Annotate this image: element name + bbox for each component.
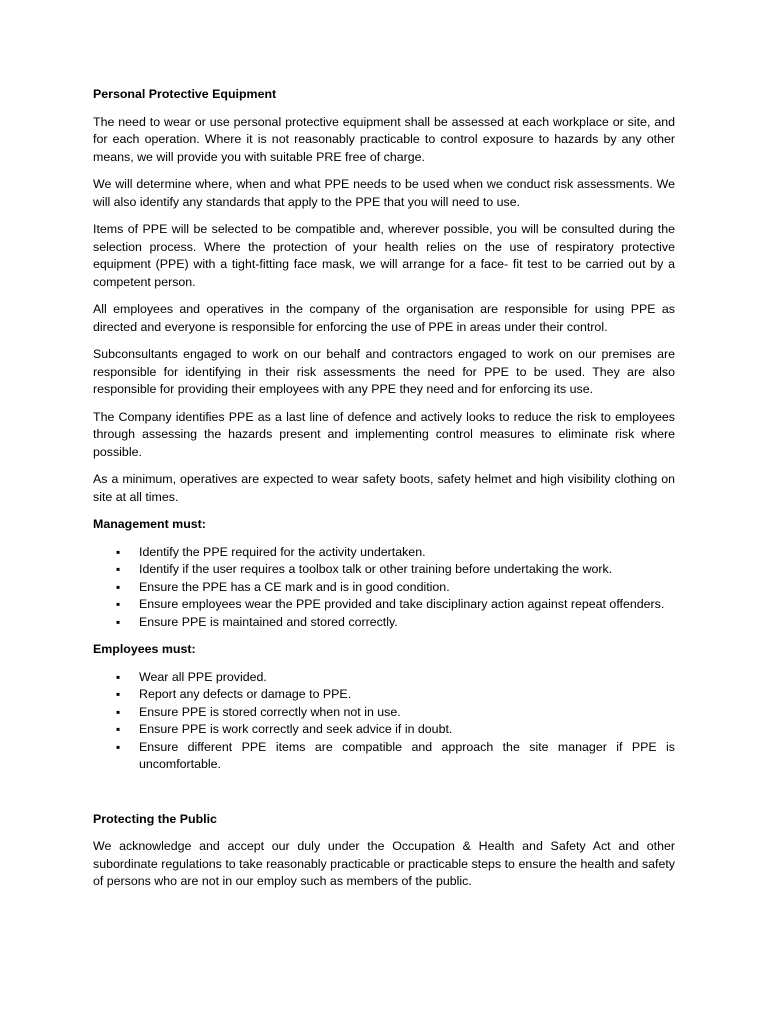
list-item: ▪ Report any defects or damage to PPE. bbox=[93, 686, 675, 704]
paragraph: We will determine where, when and what PPE needs to be used when we conduct risk assessments. We will also identify any standards that apply to the PPE that you will need to use. bbox=[93, 177, 675, 209]
paragraph: The Company identifies PPE as a last line of defence and actively looks to reduce the risk to employees through assessing the hazards present and implementing control measures to eliminate risk where possible. bbox=[93, 409, 675, 459]
paragraph: All employees and operatives in the company of the organisation are responsible for using PPE as directed and everyone is responsible for enforcing the use of PPE in areas under their control. bbox=[93, 302, 675, 334]
subheading-employees: Employees must: bbox=[93, 642, 196, 656]
employees-list bbox=[93, 669, 675, 774]
paragraph: We acknowledge and accept our duly under the Occupation & Health and Safety Act and other subordinate regulations to take reasonably practicable or practicable steps to ensure the health and safety of persons who are not in our employ such as members of the public. bbox=[93, 839, 675, 888]
section-heading-public: Protecting the Public bbox=[93, 811, 217, 826]
management-list bbox=[93, 544, 675, 632]
list-item: ▪ Ensure employees wear the PPE provided and take disciplinary action against repeat offenders. bbox=[93, 596, 675, 614]
list-item: ▪ Ensure PPE is maintained and stored correctly. bbox=[93, 614, 675, 632]
paragraph: Subconsultants engaged to work on our behalf and contractors engaged to work on our premises are responsible for identifying in their risk assessments the need for PPE to be used. They are also responsible for providing their employees with any PPE they need and for enforcing its use. bbox=[93, 347, 675, 396]
section-heading-ppe: Personal Protective Equipment bbox=[93, 87, 277, 101]
section-spacer bbox=[93, 784, 675, 811]
list-item: ▪ Ensure PPE is stored correctly when not in use. bbox=[93, 704, 675, 722]
subheading-management: Management must: bbox=[93, 517, 206, 531]
list-item: ▪ Ensure PPE is work correctly and seek advice if in doubt. bbox=[93, 721, 675, 739]
list-item: ▪ Ensure different PPE items are compatible and approach the site manager if PPE is uncomfortable. bbox=[93, 739, 675, 774]
list-item: ▪ Wear all PPE provided. bbox=[93, 669, 675, 687]
list-item: ▪ Ensure the PPE has a CE mark and is in good condition. bbox=[93, 579, 675, 597]
paragraph: As a minimum, operatives are expected to wear safety boots, safety helmet and high visibility clothing on site at all times. bbox=[93, 472, 675, 504]
list-item: ▪ Identify if the user requires a toolbox talk or other training before undertaking the work. bbox=[93, 561, 675, 579]
list-item: ▪ Identify the PPE required for the activity undertaken. bbox=[93, 544, 675, 562]
paragraph: The need to wear or use personal protective equipment shall be assessed at each workplace or site, and for each operation. Where it is not reasonably practicable to control exposure to hazards by any other means, we will provide you with suitable PRE free of charge. bbox=[93, 114, 675, 164]
paragraph: Items of PPE will be selected to be compatible and, wherever possible, you will be consulted during the selection process. Where the protection of your health relies on the use of respiratory protective equipment (PPE) with a tight-fitting face mask, we will arrange for a face- fit test to be carried out by a competent person. bbox=[93, 222, 675, 289]
document-page bbox=[93, 86, 675, 901]
